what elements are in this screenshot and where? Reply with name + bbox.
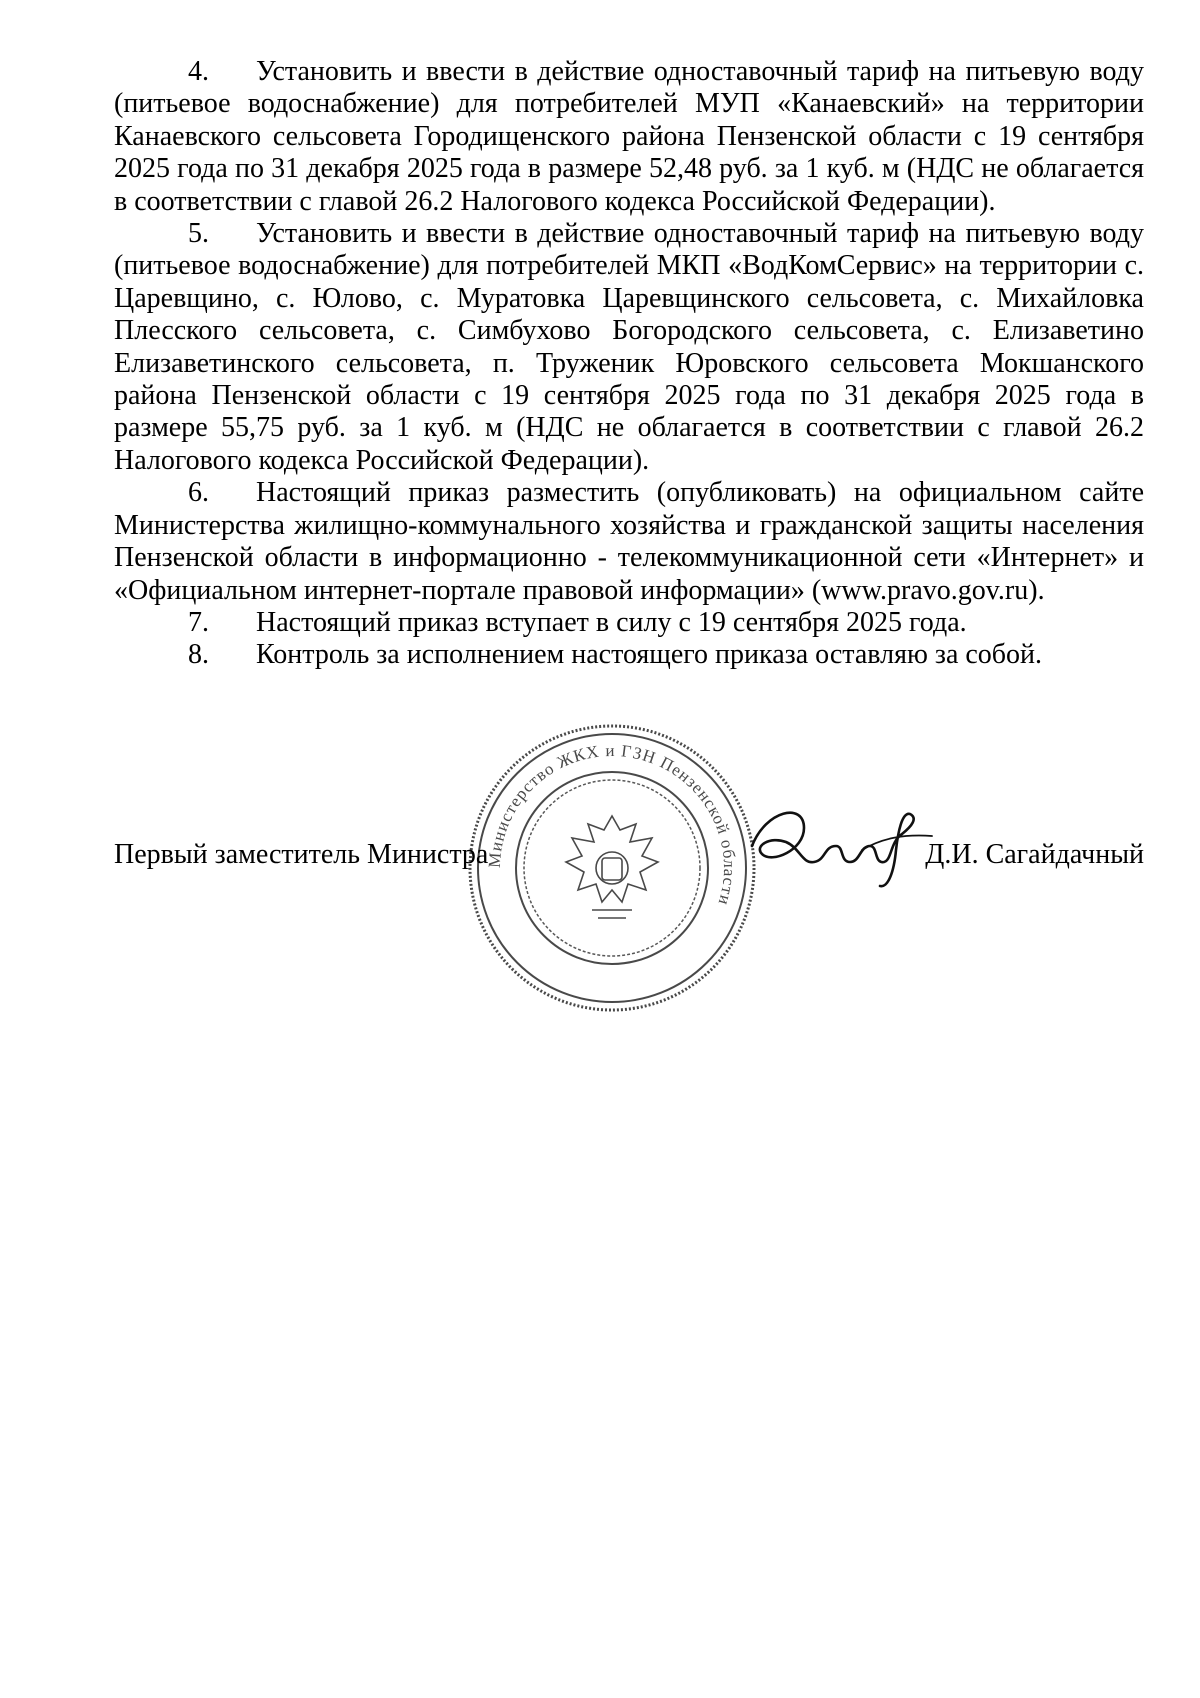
clause-text: Настоящий приказ вступает в силу с 19 сентября 2025 года. xyxy=(256,606,967,638)
stamp-ring-text: Министерство ЖКХ и ГЗН Пензенской области xyxy=(484,740,740,908)
clause-number: 8. xyxy=(188,639,209,671)
clause-text: Настоящий приказ разместить (опубликовать) на официальном сайте Министерства жилищно-коммунального хозяйства и гражданской защиты населения Пензенской области в информационно - телекоммуникационной сети «Интернет» и «Официальном интернет-портале правовой информации» (www.pravo.gov.ru). xyxy=(114,477,1144,606)
clause-number: 7. xyxy=(188,606,209,638)
clause-4 xyxy=(114,56,1144,218)
clause-6 xyxy=(114,477,1144,607)
svg-text:Министерство ЖКХ и ГЗН Пензенс xyxy=(485,741,739,908)
document-body xyxy=(114,56,1144,672)
clause-7 xyxy=(114,607,1144,639)
clause-number: 5. xyxy=(188,218,209,250)
signatory-name: Д.И. Сагайдачный xyxy=(925,839,1144,870)
clause-text: Контроль за исполнением настоящего приказа оставляю за собой. xyxy=(256,639,1043,671)
clause-8 xyxy=(114,639,1144,671)
clause-number: 4. xyxy=(188,56,209,87)
clause-5 xyxy=(114,218,1144,477)
clause-text: Установить и ввести в действие одноставочный тариф на питьевую воду (питьевое водоснабжение) для потребителей МКП «ВодКомСервис» на территории с. Царевщино, с. Юлово, с. Муратовка Царевщинского сельсовета, с. Михайловка Плесского сельсовета, с. Симбухово Богородского сельсовета, с. Елизаветино Елизаветинского сельсовета, п. Труженик Юровского сельсовета Мокшанского района Пензенской области с 19 сентября 2025 года по 31 декабря 2025 года в размере 55,75 руб. за 1 куб. м (НДС не облагается в соответствии с главой 26.2 Налогового кодекса Российской Федерации). xyxy=(114,218,1144,476)
clause-text: Установить и ввести в действие одноставочный тариф на питьевую воду (питьевое водоснабжение) для потребителей МУП «Канаевский» на территории Канаевского сельсовета Городищенского района Пензенской области с 19 сентября 2025 года по 31 декабря 2025 года в размере 52,48 руб. за 1 куб. м (НДС не облагается в соответствии с главой 26.2 Налогового кодекса Российской Федерации). xyxy=(114,56,1144,217)
clause-number: 6. xyxy=(188,477,209,509)
signatory-position: Первый заместитель Министра xyxy=(114,839,489,870)
signature-line xyxy=(114,838,1144,878)
